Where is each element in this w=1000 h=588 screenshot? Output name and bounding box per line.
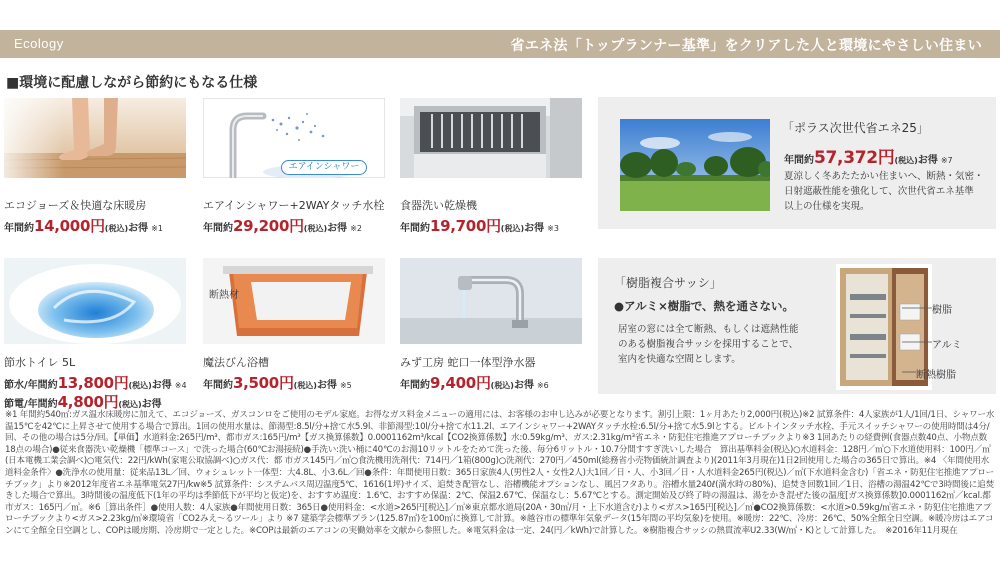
sash-panel-title: 「樹脂複合サッシ」 — [614, 276, 722, 290]
banner-tag: Ecology — [14, 36, 64, 51]
card-water-purifier — [400, 258, 582, 398]
bathtub-image — [203, 258, 385, 344]
eco-panel-description: 夏涼しく冬あたたかい住まいへ、断熱・気密・ 日射遮蔽性能を強化して、次世代省エネ基準 以上の仕様を実現。 — [784, 171, 984, 212]
price-amount: 19,700円 — [430, 217, 501, 235]
card-floor-heating — [4, 98, 186, 238]
faucet-image — [203, 98, 385, 178]
card-price: 年間約14,000円(税込)お得 ※1 — [4, 217, 163, 235]
footnotes: ※1 年間約540㎡:ガス温水床暖房に加えて、エコジョーズ、ガスコンロをご使用のモデル家庭。お得なガス料金メニューの適用には、お客様のお申し込みが必要となります。割引上限：1ヶ月あたり2,000円(税込)※2 試算条件：4人家族が1人/1回/1日、シャワー水温15℃を42℃に上昇させて使用する場合で算出。1回の使用水量は、節湯型:8.5l/分+捨て水5.9l、非節湯型:10l/分+捨て水11.2l、エアインシャワー+2WAYタッチ水栓:6.5l/分+捨て水5.9lとする。ビルトインタッチ水栓、手元スイッチシャワーの使用時間は4分/回、その他の場合は5分/回。【単価】水道料金:265円/m³、都市ガス:165円/m³【ガス換算係数】0.0001162m³/kcal【CO2換算係数】水:0.59kg/m³、ガス:2.31kg/m³省エネ・防犯住宅推進アプローチブックより※3 1回あたりの経費例(食器点数40点、小物点数18点の場合)●従来食器洗い乾燥機「標準コース」で洗った場合(60℃お湯接続)●手洗い:洗い桶に40℃のお湯10リットルをためて洗った後、毎分6リットル・10.7分間すすぎ洗いした場合 算出基準料金(税込)○水道料金：128円／㎥○下水道使用料：100円／㎥(日本電機工業会調べ)○電気代：22円/kWh(家電公取協調べ)○ガス代：都 市ガス145円／㎥○食洗機用洗剤代：714円／1箱(800g)○洗剤代：270円／450ml(総務省小売物価統計調査より)(2011年3月現在)1日2回使用した場合の365日で算出。※4 〈年間使用水道料金条件〉●洗浄水の使用量：従来品13L／回、ウォシュレット一体型：大4.8L、小3.6L／回●条件：年間使用日数：365日家族4人(男性2人・女性2人)大1回／日・人、小3回／日・人水道料金265円(税込)／㎥(下水道料金含む)「省エネ・防犯住宅推進アプローチブック」より※2012年度省エネ基準電気27円/kw※5 試算条件：システムバス周辺温度5℃、1616(1坪)サイズ、追焚き配管なし、浴槽機能オプションなし、風呂フタあり。浴槽水量240ℓ(満水時の80%)、追焚き回数1回／1日、浴槽の湯温42℃で3時間後に追焚きした場合で算出。3時間後の温度低下(1年の平均は季節低下が平均と仮定)を、おすすめ温度：1.6℃、おすすめ保温：2℃、保温2.67℃、保温なし：5.67℃とする。測定開始及び終了時の湯温は、湯をかき混ぜた後の温度[ガス換算係数]0.0001162㎥／kcal.都市ガス：165円／㎥。※6［算出条件］●使用人数：4人家族●年間使用日数：365日●使用料金：<水道>265円[税込]／㎥※東京都水道局(20A・30㎥/月・上下水道含む)より<ガス>165円[税込]／㎥●CO2換算係数：<水道>0.59kg/㎥省エネ・防犯住宅推進アプローチブックより<ガス>2.23kg/㎥※環境省「CO2みえ～るツール」より ※7 建築学会標準プラン(125.87㎡)を100㎡に換算して計算。※越谷市の標準年気象データ(15年間の平均気象)を使用。※暖房：22℃、冷房：26℃、50%全館全日空調。※暖冷房はエアコンにて全館全日空調とし、COPは暖房期、冷房期で一定とした。※COPは最新のエアコンの実働効率を文献から参照した。※電気料金は一定、24(円／kWh)で計算した。※樹脂複合サッシの熱貫流率U2.33(W/㎡・K)として計算した。 ※2016年11月現在 — [5, 410, 995, 536]
card-name: エアインシャワー+2WAYタッチ水栓 — [203, 199, 385, 212]
eco-panel-price: 年間約57,372円(税込)お得 ※7 — [784, 148, 953, 168]
card-air-shower — [203, 98, 385, 238]
park-image — [620, 119, 770, 211]
card-name: 食器洗い乾燥機 — [400, 199, 477, 212]
label-resin: 樹脂 — [932, 305, 952, 316]
card-price: 年間約9,400円(税込)お得 ※6 — [400, 374, 549, 392]
air-in-shower-logo: エアインシャワー — [281, 160, 367, 175]
price-amount: 13,800円 — [57, 374, 129, 392]
eco-panel-title: 「ポラス次世代省エネ25」 — [782, 121, 929, 135]
card-name: 節水トイレ 5L — [4, 356, 76, 369]
sash-panel-description: 居室の窓には全て断熱、もしくは遮熱性能 のある樹脂複合サッシを採用することで、 室内を快適な空間とします。 — [618, 324, 799, 365]
toilet-image — [4, 258, 186, 344]
price-amount: 3,500円 — [233, 374, 294, 392]
label-insulating-resin: 断熱樹脂 — [916, 370, 956, 381]
card-name: みず工房 蛇口一体型浄水器 — [400, 356, 536, 369]
card-name: 魔法びん浴槽 — [203, 356, 269, 369]
card-price-electricity: 節電/年間約4,800円(税込)お得 — [4, 393, 162, 411]
card-price: 年間約29,200円(税込)お得 ※2 — [203, 217, 362, 235]
price-amount: 9,400円 — [430, 374, 491, 392]
price-amount: 29,200円 — [233, 217, 304, 235]
card-bathtub — [203, 258, 385, 398]
card-price-water: 節水/年間約13,800円(税込)お得 ※4 — [4, 374, 187, 392]
price-amount: 14,000円 — [34, 217, 105, 235]
dishwasher-image — [400, 98, 582, 178]
banner-headline: 省エネ法「トップランナー基準」をクリアした人と環境にやさしい住まい — [510, 38, 982, 54]
card-price: 年間約3,500円(税込)お得 ※5 — [203, 374, 352, 392]
price-amount: 57,372円 — [814, 148, 895, 168]
card-dishwasher — [400, 98, 582, 238]
purifier-faucet-image — [400, 258, 582, 344]
callout-lines — [902, 306, 934, 376]
header-banner — [0, 30, 1000, 58]
label-aluminum: アルミ — [932, 340, 962, 351]
floor-heating-image — [4, 98, 186, 178]
card-price: 年間約19,700円(税込)お得 ※3 — [400, 217, 559, 235]
sash-panel — [598, 258, 996, 394]
sash-panel-subtitle: ●アルミ×樹脂で、熱を通さない。 — [614, 299, 794, 313]
insulation-label: 断熱材 — [209, 290, 239, 301]
eco-panel — [598, 97, 996, 229]
card-name: エコジョーズ＆快適な床暖房 — [4, 199, 147, 212]
card-toilet — [4, 258, 187, 411]
price-amount: 4,800円 — [57, 393, 119, 411]
section-title: ■環境に配慮しながら節約にもなる仕様 — [6, 75, 258, 91]
